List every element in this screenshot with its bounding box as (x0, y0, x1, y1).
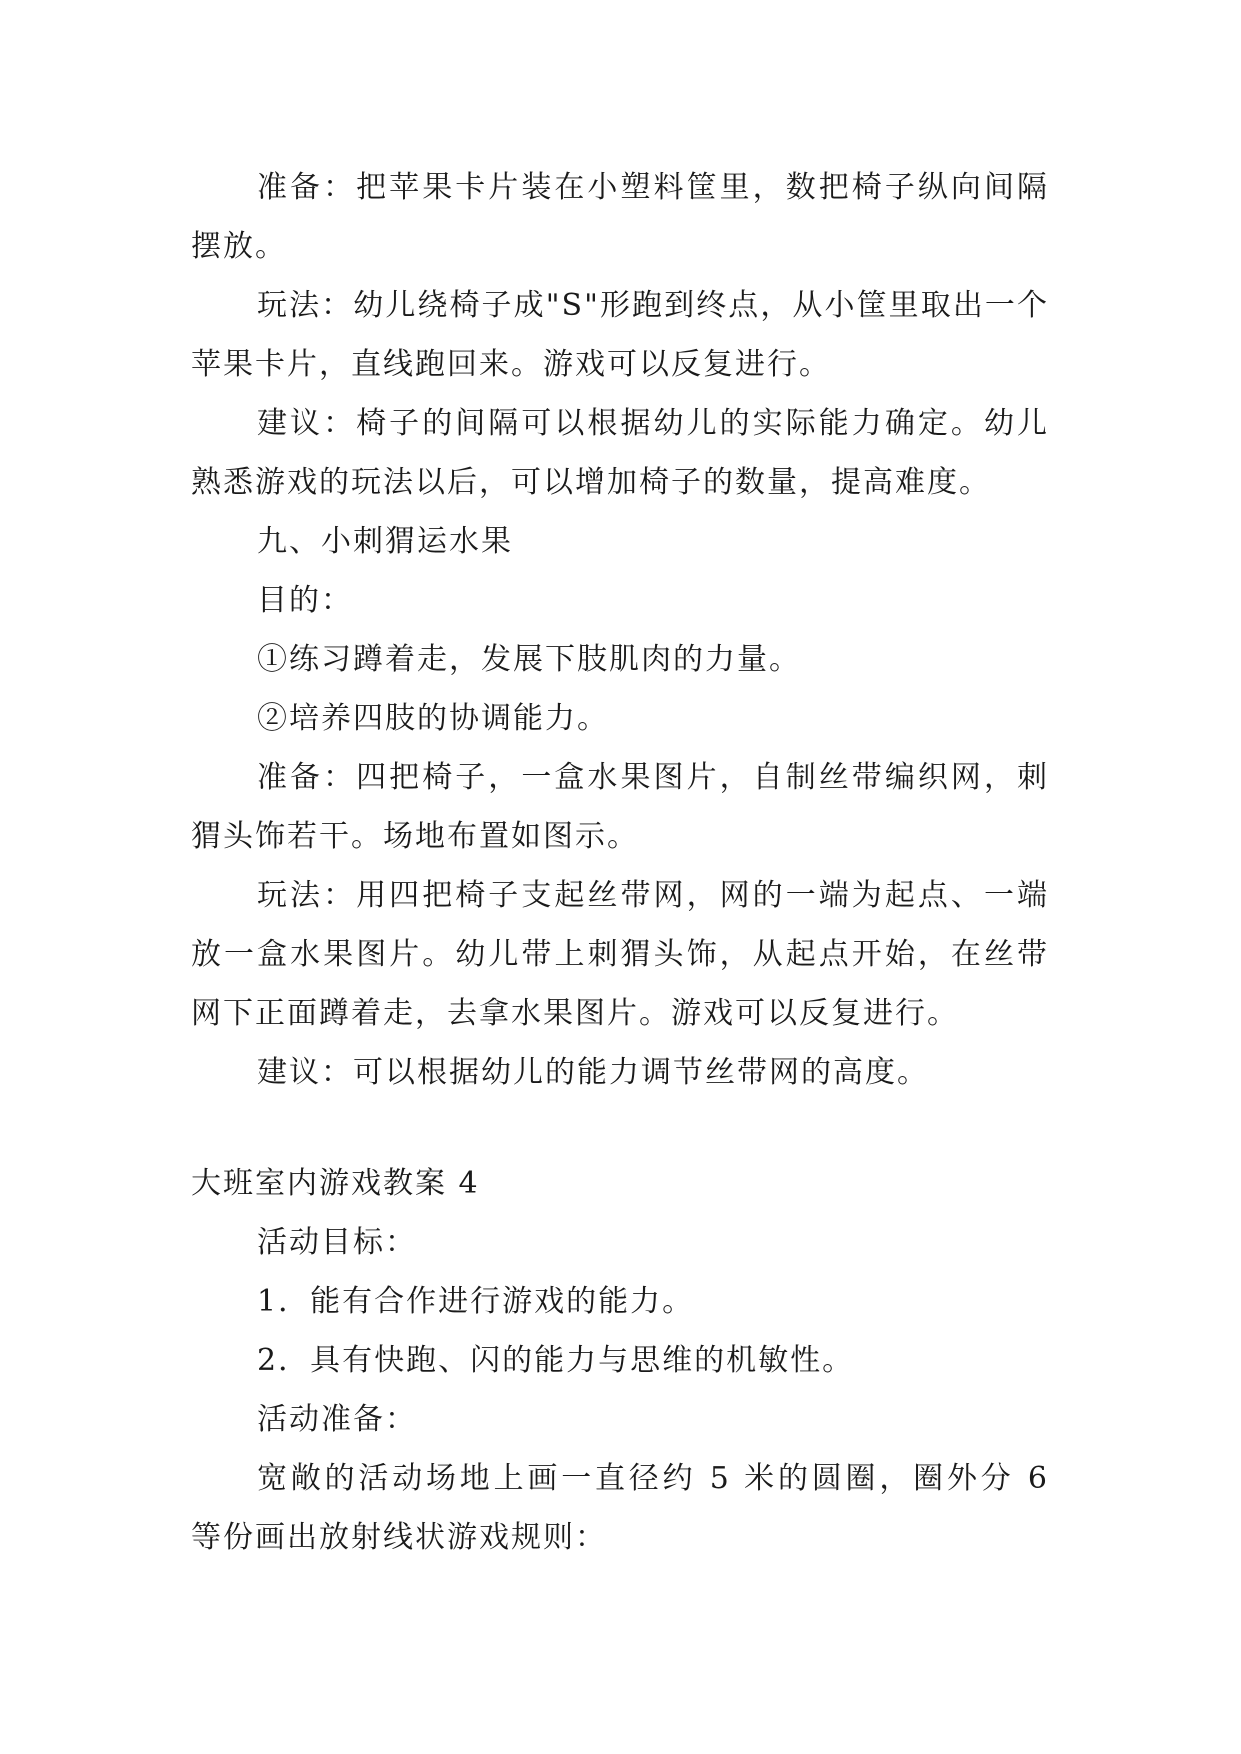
paragraph-suggestion-2: 建议：可以根据幼儿的能力调节丝带网的高度。 (257, 1055, 929, 1090)
document-body (191, 158, 1049, 1567)
activity-prep-text: 宽敞的活动场地上画一直径约 5 米的圆圈，圈外分 6 等份画出放射线状游戏规则： (191, 1461, 1049, 1555)
section-spacer (191, 1102, 1049, 1154)
activity-goal-1: 1．能有合作进行游戏的能力。 (257, 1284, 695, 1319)
game-heading: 九、小刺猬运水果 (257, 524, 513, 559)
goal-item-1: ①练习蹲着走，发展下肢肌肉的力量。 (257, 642, 801, 677)
activity-prep-label: 活动准备： (257, 1402, 417, 1437)
activity-goal-label: 活动目标： (257, 1225, 417, 1260)
paragraph-gameplay: 玩法：幼儿绕椅子成"S"形跑到终点，从小筐里取出一个苹果卡片，直线跑回来。游戏可以反复进行。 (191, 288, 1049, 382)
activity-goal-2: 2．具有快跑、闪的能力与思维的机敏性。 (257, 1343, 855, 1378)
paragraph-goal-label: 目的： (257, 583, 353, 618)
paragraph-suggestion: 建议：椅子的间隔可以根据幼儿的实际能力确定。幼儿熟悉游戏的玩法以后，可以增加椅子的数量，提高难度。 (191, 406, 1049, 500)
paragraph-preparation-2: 准备：四把椅子，一盒水果图片，自制丝带编织网，刺猬头饰若干。场地布置如图示。 (191, 760, 1049, 854)
paragraph-preparation: 准备：把苹果卡片装在小塑料筐里，数把椅子纵向间隔摆放。 (191, 170, 1049, 264)
paragraph-gameplay-2: 玩法：用四把椅子支起丝带网，网的一端为起点、一端放一盒水果图片。幼儿带上刺猬头饰，从起点开始，在丝带网下正面蹲着走，去拿水果图片。游戏可以反复进行。 (191, 878, 1049, 1031)
goal-item-2: ②培养四肢的协调能力。 (257, 701, 609, 736)
section-title: 大班室内游戏教案 4 (191, 1166, 480, 1201)
